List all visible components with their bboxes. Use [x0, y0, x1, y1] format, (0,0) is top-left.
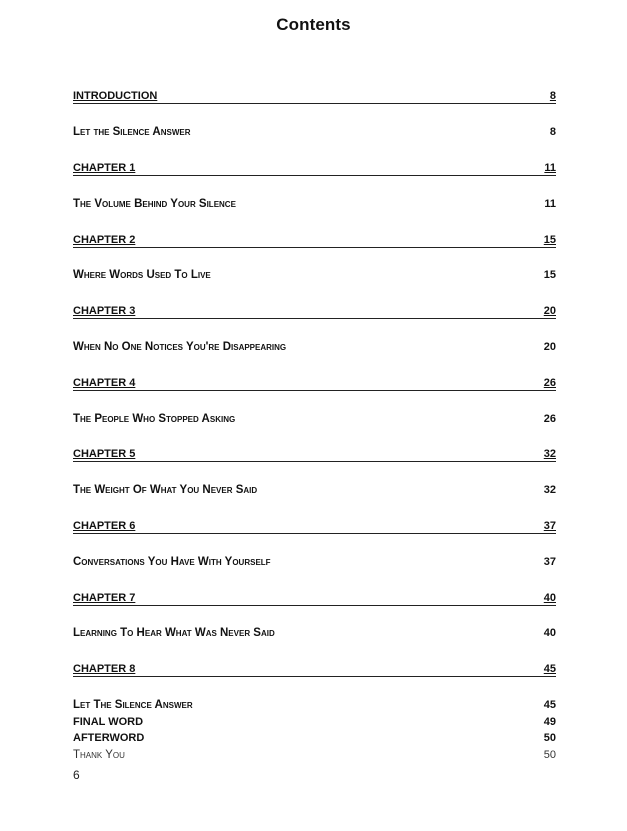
toc-entry[interactable]: [73, 123, 556, 139]
page-title: Contents: [276, 15, 351, 34]
toc-page-number: 37: [543, 556, 556, 568]
toc-label: The Weight Of What You Never Said: [73, 484, 258, 496]
toc-page-number: 26: [543, 413, 556, 425]
toc-label: Learning To Hear What Was Never Said: [73, 627, 275, 639]
page-footer-number: 6: [73, 768, 80, 782]
toc-entry[interactable]: [73, 195, 556, 211]
toc-heading-chapter-6[interactable]: [73, 517, 556, 534]
toc-label: INTRODUCTION: [73, 90, 158, 102]
toc-label: CHAPTER 2: [73, 234, 136, 246]
toc-label: When No One Notices You're Disappearing: [73, 341, 287, 353]
toc-entry[interactable]: [73, 266, 556, 282]
toc-label: CHAPTER 3: [73, 305, 136, 317]
toc-page-number: 32: [543, 448, 556, 460]
toc-label: CHAPTER 5: [73, 448, 136, 460]
toc-page-number: 8: [549, 90, 556, 102]
toc-entry-final-word[interactable]: [73, 713, 556, 729]
toc-page-number: 26: [543, 377, 556, 389]
toc-page-number: 11: [544, 162, 556, 174]
toc-entry-afterword[interactable]: [73, 729, 556, 745]
toc-page-number: 15: [543, 269, 556, 281]
toc-label: The Volume Behind Your Silence: [73, 198, 236, 210]
toc-entry[interactable]: [73, 481, 556, 497]
toc-entry[interactable]: [73, 696, 556, 712]
toc-label: CHAPTER 4: [73, 377, 136, 389]
toc-page-number: 20: [543, 341, 556, 353]
toc-label: CHAPTER 8: [73, 663, 136, 675]
toc-page-number: 15: [543, 234, 556, 246]
toc-heading-chapter-1[interactable]: [73, 159, 556, 176]
toc-entry[interactable]: [73, 624, 556, 640]
toc-page-number: 50: [543, 732, 556, 744]
toc-page-number: 45: [543, 699, 556, 711]
toc-page-number: 37: [543, 520, 556, 532]
toc-label: CHAPTER 7: [73, 592, 136, 604]
toc-page-number: 50: [543, 749, 556, 761]
toc-label: Conversations You Have With Yourself: [73, 556, 271, 568]
toc-page-number: 40: [543, 592, 556, 604]
toc-label: Thank You: [73, 749, 125, 761]
toc-label: Let The Silence Answer: [73, 699, 193, 711]
toc-page-number: 32: [543, 484, 556, 496]
toc-label: Let the Silence Answer: [73, 126, 191, 138]
toc-heading-chapter-5[interactable]: [73, 445, 556, 462]
toc-label: The People Who Stopped Asking: [73, 413, 236, 425]
toc-entry[interactable]: [73, 338, 556, 354]
toc-label: CHAPTER 1: [73, 162, 136, 174]
toc-label: Where Words Used To Live: [73, 269, 211, 281]
toc-heading-introduction[interactable]: [73, 87, 556, 104]
toc-page-number: 20: [543, 305, 556, 317]
toc-label: FINAL WORD: [73, 716, 144, 728]
toc-entry-thank-you[interactable]: [73, 746, 556, 762]
toc-entry[interactable]: [73, 553, 556, 569]
toc-label: CHAPTER 6: [73, 520, 136, 532]
toc-page-number: 40: [543, 627, 556, 639]
toc-heading-chapter-8[interactable]: [73, 660, 556, 677]
toc-heading-chapter-2[interactable]: [73, 231, 556, 248]
toc-heading-chapter-3[interactable]: [73, 302, 556, 319]
toc-page-number: 8: [549, 126, 556, 138]
toc-page-number: 45: [543, 663, 556, 675]
toc-label: AFTERWORD: [73, 732, 145, 744]
toc-page-number: 11: [544, 198, 556, 210]
toc-entry[interactable]: [73, 410, 556, 426]
toc-heading-chapter-4[interactable]: [73, 374, 556, 391]
toc-page-number: 49: [543, 716, 556, 728]
toc-heading-chapter-7[interactable]: [73, 589, 556, 606]
